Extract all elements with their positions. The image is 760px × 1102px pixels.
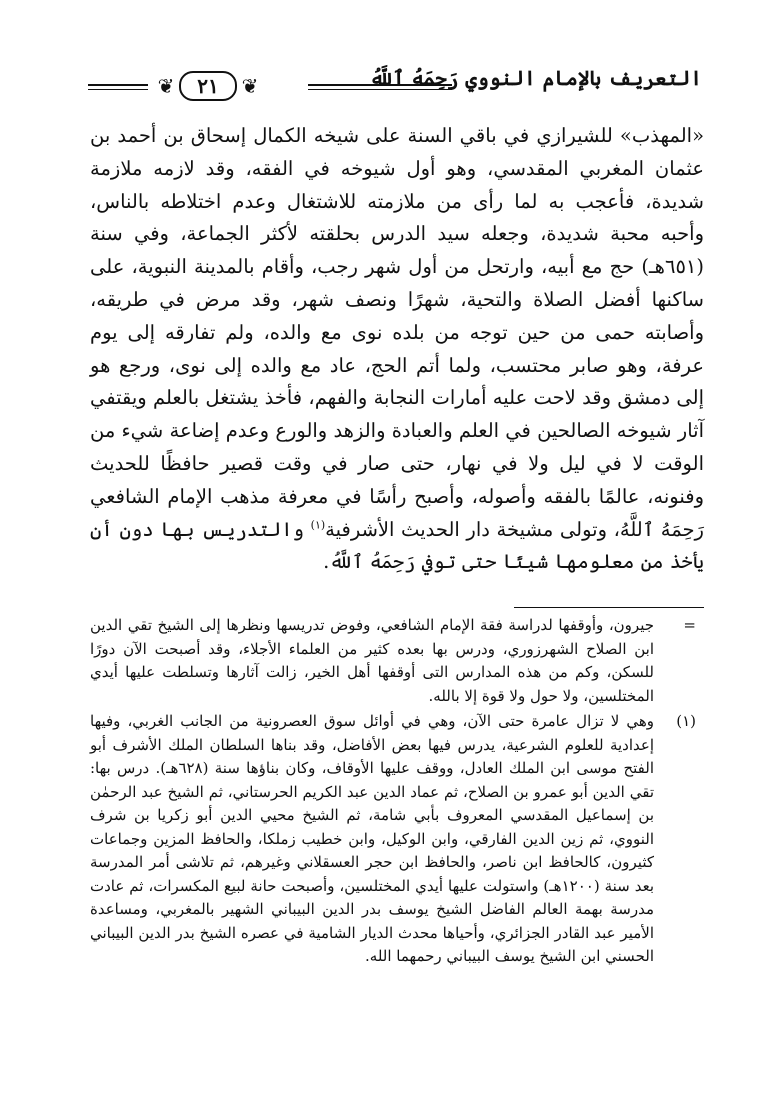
main-text bbox=[90, 120, 704, 579]
page-number-badge bbox=[148, 70, 268, 102]
footnote-text: وهي لا تزال عامرة حتى الآن، وهي في أوائل سوق العصرونية من الجانب الغربي، وفيها إعدادية للعلوم الشرعية، يدرس فيها بعض الأفاضل، وقد بناها السلطان الملك الأشرف أبو الفتح موسى ابن الملك العادل، ووقف عليها الأوقاف، وكان بناؤها سنة (٦٢٨هـ). درس بها: تقي الدين أبو عمرو بن الصلاح، ثم عماد الدين عبد الكريم الحرستاني، ثم الشيخ عبد الرحمٰن بن إسماعيل المقدسي المعروف بأبي شامة، ثم الشيخ محيي الدين أبو زكريا بن شرف النووي، ثم زين الدين الفارقي، وابن الوكيل، وابن خطيب زملكا، والحافظ المزين وجماعات كثيرون، كالحافظ ابن ناصر، والحافظ ابن حجر العسقلاني وغيرهم، ثم تلاشى أمر المدرسة بعد سنة (١٢٠٠هـ) واستولت عليها أيدي المختلسين، وأصبحت حانة لبيع المكسرات، ثم عادت مدرسة بهمة العالم الفاضل الشيخ يوسف بدر الدين البيباني الشهير بالمغربي، ومساعدة الأمير عبد القادر الجزائري، وأحياها محدث الديار الشامية في عصره الشيخ بدر الدين البيباني الحسني ابن الشيخ يوسف البيباني رحمهما الله. bbox=[90, 712, 654, 965]
running-title: التعريف بالإمام النووي رَحِمَهُ ٱللَّهُ bbox=[369, 66, 702, 90]
ornament-left-icon: ❦ bbox=[157, 74, 175, 98]
ornament-right-icon: ❦ bbox=[241, 74, 259, 98]
footnote-separator bbox=[514, 607, 704, 608]
footnote-text: جيرون، وأوقفها لدراسة فقة الإمام الشافعي، وفوض تدريسها ونظرها إلى الشيخ تقي الدين ابن الصلاح الشهرزوري، ودرس بها بعده كثير من العلماء الأجلاء، وقد أصبحت الآن دورًا للسكن، وكم من هذه المدارس التى أوقفها أهل الخير، زالت آثارها وتسلطت عليها أيدي المختلسين، ولا حول ولا قوة إلا بالله. bbox=[90, 616, 654, 705]
footnote-continued bbox=[90, 614, 704, 708]
footnote-reference: (١) bbox=[310, 518, 326, 532]
footnote-1 bbox=[90, 710, 704, 969]
footnote-mark: (١) bbox=[676, 712, 696, 730]
page-header bbox=[88, 60, 702, 110]
paragraph-text: «المهذب» للشيرازي في باقي السنة على شيخه الكمال إسحاق بن أحمد بن عثمان المغربي المقدسي، وهو أول شيوخه في الفقه، وقد لازمه ملازمة شديدة، فأعجب به لما رأى من ملازمته للاشتغال وعدم اختلاطه بالناس، وأحبه محبة شديدة، وجعله سيد الدرس بحلقته لأكثر الجماعة، وفي سنة (٦٥١هـ) حج مع أبيه، وارتحل من أول شهر رجب، وأقام بالمدينة النبوية، على ساكنها أفضل الصلاة والتحية، شهرًا ونصف شهر، وقد مرض في طريقه، وأصابته حمى من حين توجه من بلده نوى مع والده، ولم تفارقه إلى يوم عرفة، وهو صابر محتسب، ولما أتم الحج، عاد مع والده إلى نوى، ورجع هو إلى دمشق وقد لاحت عليه أمارات النجابة والفهم، فأخذ يشتغل بالعلم ويقتفي آثار شيوخه الصالحين في العلم والعبادة والزهد والورع وعدم إضاعة شيء من الوقت لا في ليل ولا في نهار، حتى صار في وقت قصير حافظًا للحديث وفنونه، عالمًا بالفقه وأصوله، وأصبح رأسًا في معرفة مذهب الإمام الشافعي رَحِمَهُ ٱللَّهُ، وتولى مشيخة دار الحديث الأشرفية bbox=[90, 124, 704, 541]
footnote-mark: = bbox=[683, 616, 696, 634]
main-paragraph bbox=[90, 120, 704, 579]
footnotes bbox=[90, 614, 704, 969]
header-rule bbox=[308, 84, 452, 90]
page-number: ٢١ bbox=[179, 71, 237, 101]
header-rule-left bbox=[88, 84, 148, 90]
paragraph-text-end: والتدريس بها دون أن يأخذ من معلومها شيئًا حتى توفي رَحِمَهُ ٱللَّهُ. bbox=[90, 517, 704, 574]
